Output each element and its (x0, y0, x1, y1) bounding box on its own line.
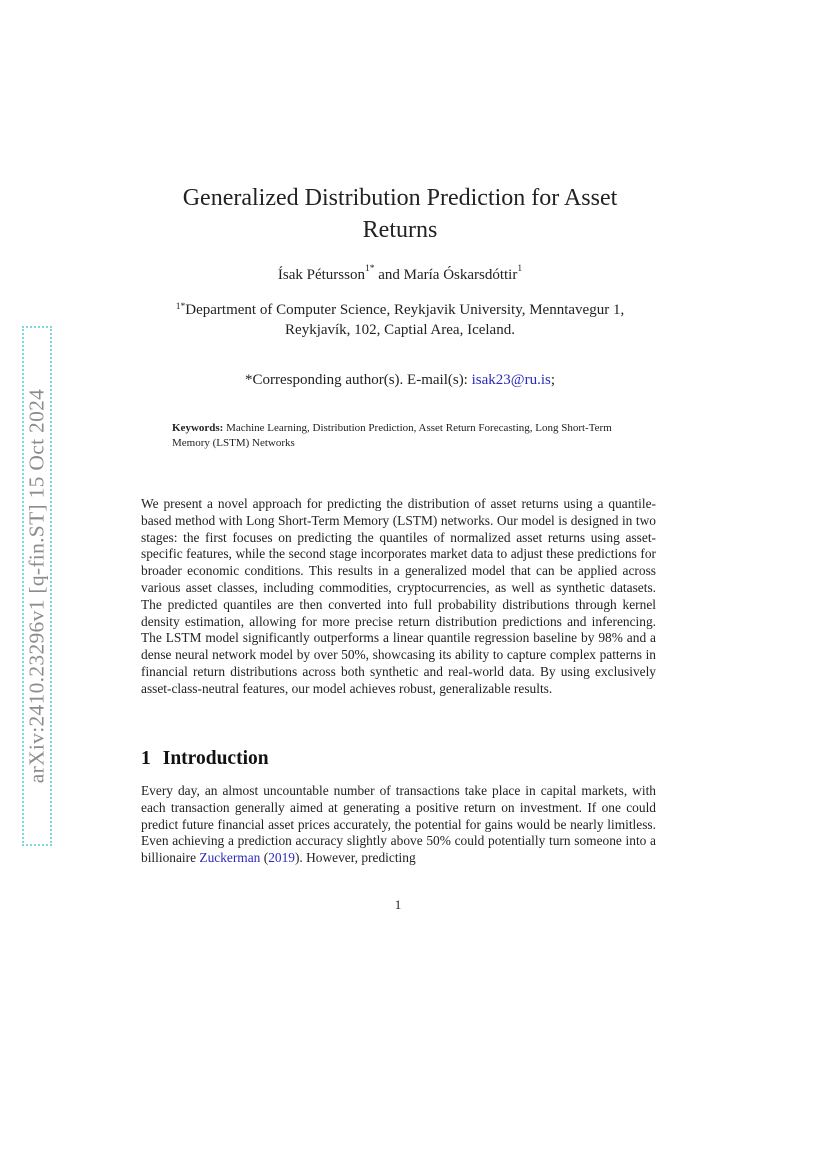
affiliation-mark: 1 (517, 264, 523, 274)
citation-author-link[interactable]: Zuckerman (199, 850, 261, 866)
keywords-text: Machine Learning, Distribution Prediction, Asset Return Forecasting, Long Short-Term Memory (LSTM) Networks (172, 422, 612, 449)
page-number: 1 (394, 897, 402, 912)
author-name: Ísak Pétursson (277, 267, 365, 283)
arxiv-stamp (22, 326, 52, 846)
affiliation-mark: 1* (175, 302, 186, 312)
email-link[interactable]: isak23@ru.is (471, 372, 551, 388)
intro-text-continued: ). However, predicting (294, 850, 416, 866)
corresponding-prefix: *Corresponding author(s). E-mail(s): (244, 372, 472, 388)
affiliation-text: Department of Computer Science, Reykjavik University, Menntavegur 1, Reykjavík, 102, Captial Area, Iceland. (185, 302, 625, 338)
abstract: We present a novel approach for predicting the distribution of asset returns using a quantile-based method with Long Short-Term Memory (LSTM) networks. Our model is designed in two stages: the first focuses on predicting the quantiles of normalized asset returns using asset-specific features, while the second stage incorporates market data to adjust these predictions for broader economic conditions. This results in a generalized model that can be applied across various asset classes, including commodities, cryptocurrencies, as well as synthetic datasets. The predicted quantiles are then converted into full probability distributions through kernel density estimation, allowing for more precise return distribution predictions and inferencing. The LSTM model significantly outperforms a linear quantile regression baseline by 98% and a dense neural network model by over 50%, showcasing its ability to capture complex patterns in financial return distributions across both synthetic and real-world data. By using exclusively asset-class-neutral features, our model achieves robust, generalizable results. (141, 496, 656, 696)
corresponding-author (150, 372, 650, 389)
author-list (150, 264, 650, 284)
keywords (172, 421, 622, 450)
section-heading (141, 748, 269, 770)
paper-title: Generalized Distribution Prediction for Asset Returns (182, 185, 618, 243)
arxiv-identifier: arXiv:2410.23296v1 [q-fin.ST] 15 Oct 2024 (24, 388, 49, 784)
affiliation (150, 300, 650, 340)
section-number: 1 (141, 748, 151, 769)
keywords-label: Keywords: (172, 422, 224, 434)
corresponding-suffix: ; (550, 372, 556, 388)
section-title: Introduction (162, 748, 269, 769)
intro-paragraph (141, 783, 656, 867)
affiliation-mark: 1* (364, 264, 375, 274)
author-name: María Óskarsdóttir (403, 267, 518, 283)
intro-text: Every day, an almost uncountable number of transactions take place in capital markets, with each transaction generally aimed at generating a positive return on investment. If one could predict future financial asset prices accurately, the potential for gains would be nearly limitless. Even achieving a prediction accuracy slightly above 50% could potentially turn someone into a billionaire (141, 783, 656, 866)
author-connector: and (374, 267, 404, 283)
citation-open: ( (260, 850, 269, 866)
citation-year-link[interactable]: 2019 (268, 850, 295, 866)
